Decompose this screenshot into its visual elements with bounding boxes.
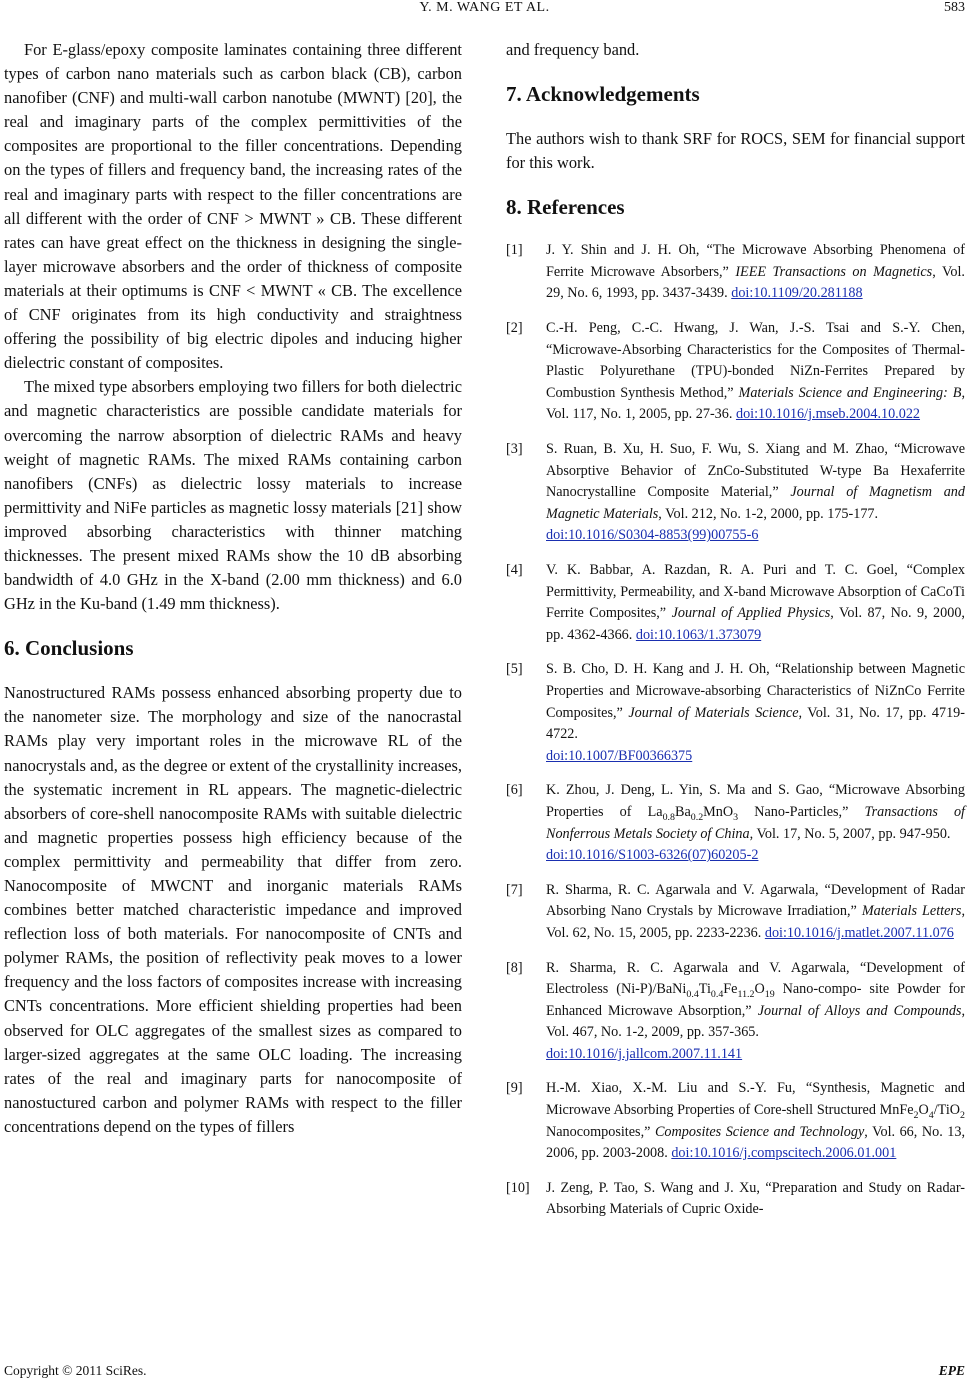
running-head: Y. M. WANG ET AL. bbox=[419, 0, 550, 15]
reference-number: [1] bbox=[506, 242, 523, 259]
reference-text: V. K. Babbar, A. Razdan, R. A. Puri and T. C. Goel, “Complex Permittivity, Permeability, and X-band Microwave Absorption of CaCoTi Ferrite Composites,” bbox=[546, 562, 965, 622]
reference-item bbox=[506, 240, 965, 305]
journal-abbrev: EPE bbox=[938, 1363, 965, 1378]
reference-text: S. Ruan, B. Xu, H. Suo, F. Wu, S. Xiang and M. Zhao, “Microwave Absorptive Behavior of ZnCo-Substituted W-type Ba Hexaferrite Nanocrystalline Composite Material,” bbox=[546, 441, 965, 501]
journal-name: Composites Science and Technology bbox=[654, 1123, 865, 1140]
reference-text: H.-M. Xiao, X.-M. Liu and S.-Y. Fu, “Synthesis, Magnetic and Microwave Absorbing Properties of Core-shell Structured MnFe bbox=[546, 1080, 965, 1119]
reference-text: , Vol. 29, No. 6, 1993, pp. 3437-3439. bbox=[546, 263, 965, 302]
journal-name: Transactions of Nonferrous Metals Society of China bbox=[546, 803, 966, 842]
reference-item bbox=[506, 318, 965, 426]
subscript: 11.2 bbox=[737, 988, 755, 1000]
reference-text: , Vol. 117, No. 1, 2005, pp. 27-36. bbox=[546, 384, 966, 423]
doi-link[interactable]: doi:10.1016/j.mseb.2004.10.022 bbox=[735, 406, 921, 423]
reference-item bbox=[506, 1178, 965, 1221]
section-title: 7. Acknowledgements bbox=[506, 82, 700, 107]
reference-number: [10] bbox=[506, 1179, 530, 1196]
doi-link[interactable]: doi:10.1016/j.matlet.2007.11.076 bbox=[764, 924, 954, 941]
subscript: 2 bbox=[960, 1109, 965, 1121]
reference-text: Fe bbox=[723, 981, 738, 998]
reference-number: [6] bbox=[506, 782, 523, 799]
page-header bbox=[0, 0, 969, 22]
reference-text: O bbox=[754, 981, 765, 998]
reference-item bbox=[506, 780, 965, 866]
doi-link[interactable]: doi:10.1016/j.jallcom.2007.11.141 bbox=[546, 1045, 743, 1062]
reference-text: /TiO bbox=[933, 1102, 961, 1119]
journal-name: Journal of Applied Physics bbox=[671, 605, 831, 622]
journal-name: Journal of Magnetism and Magnetic Materials bbox=[546, 484, 965, 522]
journal-name: Materials Letters bbox=[861, 903, 962, 920]
doi-link[interactable]: doi:10.1063/1.373079 bbox=[635, 626, 762, 643]
doi-link[interactable]: doi:10.1016/S0304-8853(99)00755-6 bbox=[546, 527, 759, 544]
reference-text: , Vol. 17, No. 5, 2007, pp. 947-950. bbox=[749, 825, 951, 842]
reference-text: , Vol. 467, No. 1-2, 2009, pp. 357-365. bbox=[546, 1002, 965, 1041]
reference-text: K. Zhou, J. Deng, L. Yin, S. Ma and S. Gao, “Microwave Absorbing Properties of La bbox=[546, 782, 965, 820]
reference-item bbox=[506, 659, 965, 767]
reference-text: R. Sharma, R. C. Agarwala and V. Agarwala, “Development of Radar Absorbing Nano Crystals by Microwave Irradiation,” bbox=[546, 881, 965, 920]
subscript: 0.2 bbox=[690, 811, 704, 823]
reference-text: Ti bbox=[698, 981, 711, 998]
reference-item bbox=[506, 880, 965, 945]
reference-text: Nanocomposites,” bbox=[546, 1123, 655, 1140]
reference-text: Nano-Particles,” bbox=[738, 803, 865, 820]
subscript: 3 bbox=[733, 811, 739, 823]
right-column bbox=[506, 38, 965, 1234]
journal-name: Journal of Materials Science bbox=[628, 704, 799, 721]
reference-text: S. B. Cho, D. H. Kang and J. H. Oh, “Relationship between Magnetic Properties and Microwave-absorbing Characteristics of NiZnCo Ferrite Composites,” bbox=[546, 661, 965, 721]
journal-name: IEEE Transactions on Magnetics bbox=[735, 263, 933, 280]
page-footer bbox=[0, 1363, 969, 1383]
reference-text: J. Y. Shin and J. H. Oh, “The Microwave Absorbing Phenomena of Ferrite Microwave Absorbers,” bbox=[546, 242, 965, 280]
reference-text: , Vol. 212, No. 1-2, 2000, pp. 175-177. bbox=[658, 505, 879, 522]
reference-text: , Vol. 62, No. 15, 2005, pp. 2233-2236. bbox=[546, 903, 965, 941]
reference-text: J. Zeng, P. Tao, S. Wang and J. Xu, “Preparation and Study on Radar-Absorbing Materials of Cupric Oxide- bbox=[546, 1179, 965, 1218]
reference-text: R. Sharma, R. C. Agarwala and V. Agarwala, “Development of Electroless (Ni-P)/BaNi bbox=[546, 959, 965, 998]
reference-text: O bbox=[918, 1102, 929, 1119]
reference-number: [4] bbox=[506, 562, 523, 578]
reference-number: [7] bbox=[506, 881, 523, 898]
reference-text: Nano-compo- site Powder for Enhanced Microwave Absorption,” bbox=[546, 981, 965, 1019]
body-paragraph: and frequency band. bbox=[506, 40, 640, 59]
reference-item bbox=[506, 1078, 965, 1164]
subscript: 0.4 bbox=[710, 988, 724, 1000]
journal-name: Journal of Alloys and Compounds bbox=[757, 1002, 962, 1019]
reference-number: [2] bbox=[506, 320, 523, 337]
body-paragraph: Nanostructured RAMs possess enhanced absorbing property due to the nanometer size. The morphology and size of the nanocrastal RAMs play very important roles in the microwave RL of the nanocrystals and, as the degree or extent of the crystallinity increases, the systematic increment in RL appears. The magnetic-dielectric absorbers of core-shell nanocomposite RAMs with suitable dielectric and magnetic properties possess high efficiency because of the complex permittivity and permeability that differ from zero. Nanocomposite of MWCNT and inorganic materials RAMs combines better matched characteristic impedance and improved reflection loss of both materials. For nanocomposite of CNTs and polymer RAMs, the position of reflectivity peak moves to a lower frequency and the loss factors of composites increase with increasing CNTs concentrations. More efficient shielding properties had been observed for OLC aggregates of the smallest sizes as compared to larger-sized aggregates at the same OLC loading. The increasing rates of the real and imaginary parts for nanocomposite of nanostuctured carbon and polymer RAMs with respect to the filler concentrations depend on the types of fillers bbox=[4, 683, 462, 1136]
reference-text: , Vol. 31, No. 17, pp. 4719-4722. bbox=[546, 704, 965, 743]
doi-link[interactable]: doi:10.1016/j.compscitech.2006.01.001 bbox=[671, 1145, 897, 1162]
reference-number: [9] bbox=[506, 1080, 523, 1097]
journal-name: Materials Science and Engineering: B bbox=[738, 384, 962, 401]
reference-text: MnO bbox=[703, 803, 734, 820]
left-column bbox=[4, 38, 462, 1139]
reference-text: , Vol. 66, No. 13, 2006, pp. 2003-2008. bbox=[546, 1123, 966, 1162]
reference-list bbox=[506, 240, 965, 1221]
reference-number: [5] bbox=[506, 661, 523, 678]
subscript: 19 bbox=[764, 988, 775, 1000]
reference-item bbox=[506, 958, 965, 1066]
reference-number: [8] bbox=[506, 959, 523, 976]
doi-link[interactable]: doi:10.1016/S1003-6326(07)60205-2 bbox=[546, 847, 759, 864]
body-paragraph: The mixed type absorbers employing two fillers for both dielectric and magnetic characteristics are possible candidate materials for overcoming the narrow absorption of dielectric RAMs and heavy weight of magnetic RAMs. The mixed RAMs containing carbon nanofibers (CNFs) as dielectric lossy materials to increase permittivity and NiFe particles as magnetic lossy materials [21] show improved absorbing characteristics with thinner matching thicknesses. The present mixed RAMs show the 10 dB absorbing bandwidth of 4.0 GHz in the X-band (2.00 mm thickness) and 6.0 GHz in the Ku-band (1.49 mm thickness). bbox=[4, 377, 462, 614]
page-number: 583 bbox=[944, 0, 965, 15]
reference-item bbox=[506, 439, 965, 547]
subscript: 4 bbox=[928, 1109, 934, 1121]
reference-item bbox=[506, 560, 965, 646]
doi-link[interactable]: doi:10.1109/20.281188 bbox=[731, 285, 863, 302]
reference-number: [3] bbox=[506, 441, 523, 458]
subscript: 0.4 bbox=[686, 988, 699, 1000]
reference-text: , Vol. 87, No. 9, 2000, pp. 4362-4366. bbox=[546, 605, 965, 643]
doi-link[interactable]: doi:10.1007/BF00366375 bbox=[546, 747, 693, 764]
subscript: 2 bbox=[913, 1109, 919, 1121]
reference-text: Ba bbox=[674, 803, 691, 820]
body-paragraph: For E-glass/epoxy composite laminates containing three different types of carbon nano materials such as carbon black (CB), carbon nanofiber (CNF) and multi-wall carbon nanotube (MWNT) [20], the real and imaginary parts of the complex permittivities of the composites are proportional to the filler concentrations. Depending on the types of fillers and frequency band, the increasing rates of the real and imaginary parts with respect to the filler concentrations are all different with the order of CNF > MWNT » CB. These different rates can have great effect on the thickness in designing the single-layer microwave absorbers and the order of thickness of composite materials at their optimums is CNF < MWNT « CB. The excellence of CNF originates from its high conductivity and straightness offering the possibility of big electric dipoles and inducing higher dielectric constant of composites. bbox=[4, 40, 462, 373]
subscript: 0.8 bbox=[662, 811, 675, 823]
reference-text: C.-H. Peng, C.-C. Hwang, J. Wan, J.-S. Tsai and S.-Y. Chen, “Microwave-Absorbing Characteristics for the Composites of Thermal-Plastic Polyurethane (TPU)-bonded NiZn-Ferrites Prepared by Combustion Synthesis Method,” bbox=[546, 320, 965, 401]
acknowledgements-text: The authors wish to thank SRF for ROCS, SEM for financial support for this work. bbox=[506, 129, 965, 173]
copyright-notice: Copyright © 2011 SciRes. bbox=[4, 1363, 147, 1378]
section-title: 6. Conclusions bbox=[4, 636, 134, 661]
section-title: 8. References bbox=[506, 195, 625, 220]
